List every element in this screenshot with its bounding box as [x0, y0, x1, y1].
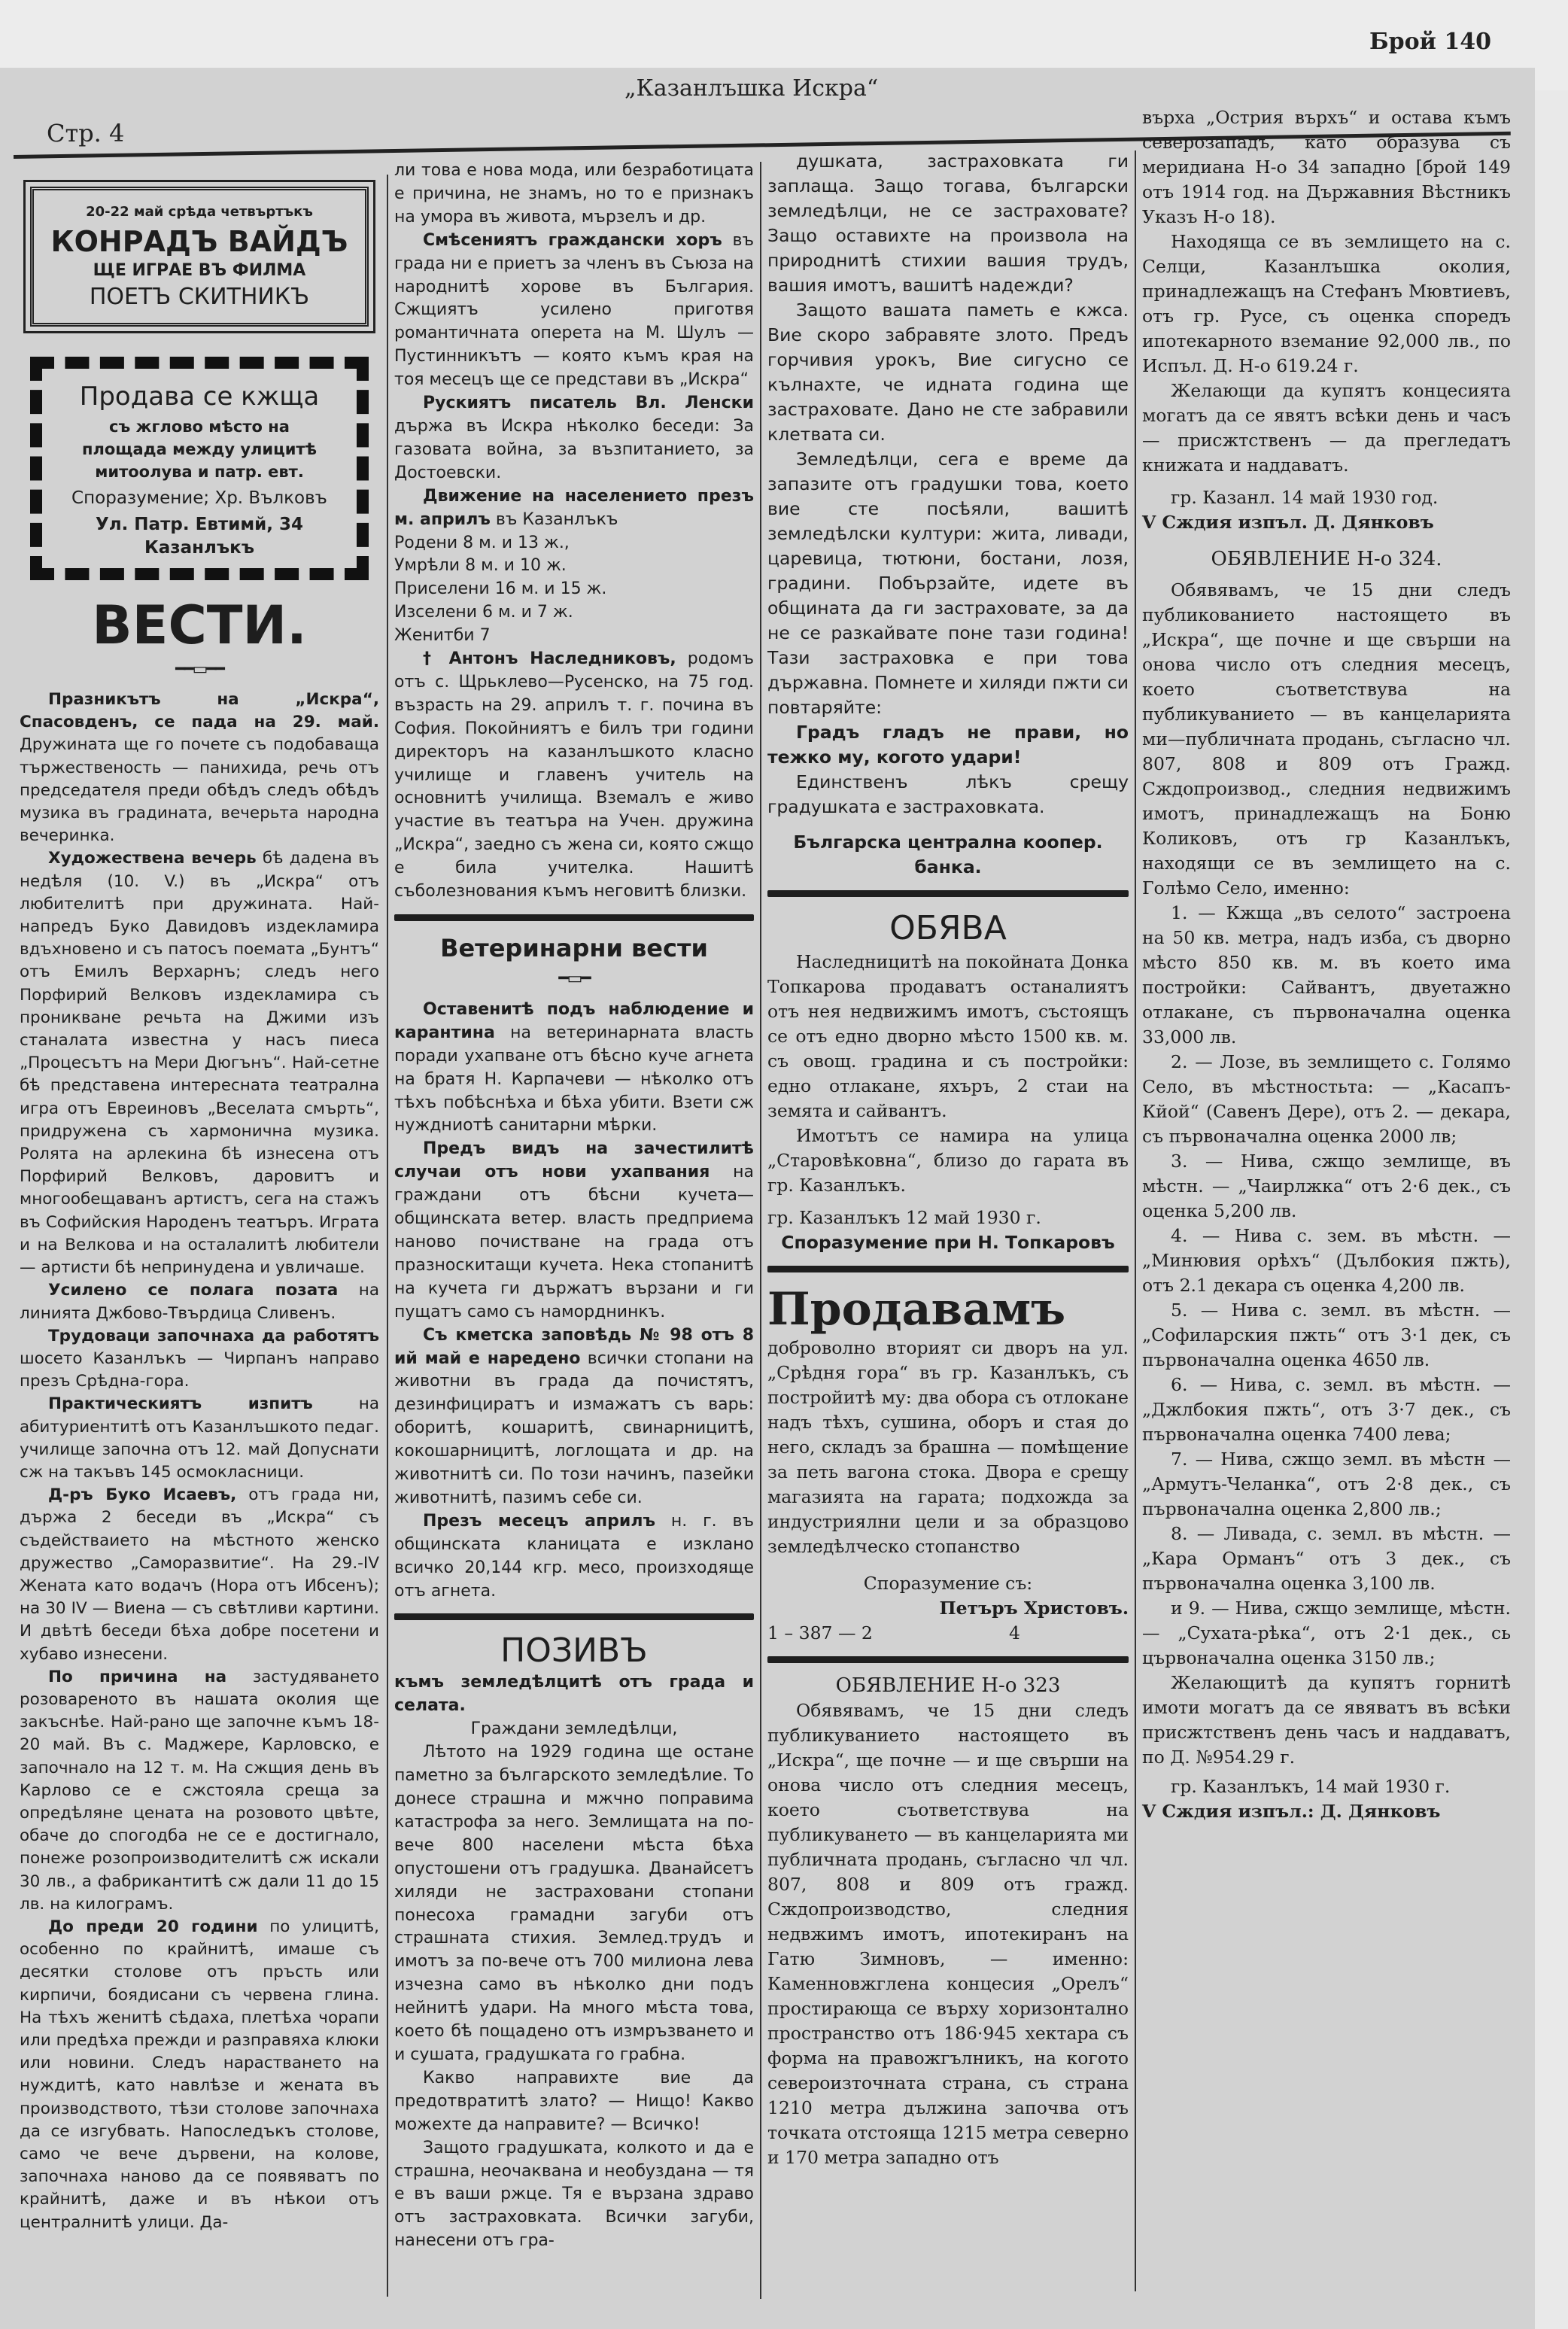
news-item-text: на линията Джбово-Твърдица Сливенъ. [20, 1281, 379, 1323]
vet-item-heading: Оставенитѣ подъ наблюдение и карантина [394, 999, 754, 1042]
news-item [20, 689, 379, 847]
news-item-text: държа въ Искра нѣколко беседи: За газовата война, за възпитанието, за Достоевски. [394, 416, 754, 482]
property-lot [1142, 1522, 1511, 1596]
appeal-title: ПОЗИВЪ [500, 1631, 648, 1671]
vet-item [394, 999, 754, 1138]
news-item-heading: По причина на [48, 1667, 227, 1686]
property-lot [1142, 1224, 1511, 1298]
population-stat: Женитби 7 [394, 626, 491, 646]
property-lot-text: и 9. — Нива, сжщо землище, мѣстн. — „Сухата-рѣка“, отъ 2·1 дек., сь цървоначална оценка 3150 лв.; [1142, 1598, 1511, 1668]
news-item-text: Дружината ще го почете съ подобаваща тържественость — панихида, речь отъ председателя преди обѣдъ следъ обѣдъ музика въ градината, вечерьта народна вечеринка. [20, 735, 379, 846]
appeal-paragraph-text: душката, застраховката ги заплаща. Защо тогава, български земледѣлци, не се застраховате? Защо оставихте на произвола на природнитѣ стихии вашия трудъ, вашия имотъ, вашитѣ надежди? [767, 151, 1129, 296]
news-item [20, 847, 379, 1279]
vet-item-text: на ветеринарната власть поради ухапване отъ бѣсно куче агнета на братя Н. Карпачеви — нѣколко отъ тѣхъ побѣснѣха и бѣха убити. Взети сж нуждниотѣ санитарни мѣрки. [394, 1023, 754, 1136]
film-advertisement [30, 187, 369, 327]
house-sale-line: площада между улицитѣ [81, 440, 318, 459]
vet-item-text: на граждани отъ бѣсни кучета—общинската ветер. власть предприема наново почистване на града отъ празноскитащи кучета. Нека стопанитѣ на кучета ги държатъ вързани и ги пущатъ само съ наморднинкъ. [394, 1163, 754, 1321]
property-lot [1142, 1447, 1511, 1522]
news-item [20, 1325, 379, 1394]
column-3 [767, 149, 1129, 2170]
vet-item-text: н. г. въ общинската кланицата е изклано всичко 20,144 кгр. месо, произходяще отъ агнета. [394, 1511, 754, 1601]
appeal-paragraph-text: Земледѣлци, сега е време да запазите отъ градушки това, което вие сте посѣяли, вашитѣ земледѣлски култури: жита, ливади, царевица, тютюни, бостани, лозя, градини. Побързайте, идете въ общината да ги застраховате, за да не се разкайвате поне тази година! Тази застраховка е при това държавна. Помнете и хиляди пжти си повтаряйте: [767, 448, 1129, 718]
declaration-323-location: Находяща се въ землището на с. Селци, Казанлъшка околия, принадлежащъ на Стефанъ Мювтиевъ, отъ гр. Русе, съ оценка споредъ ипотекарното вземание 92,000 лв., по Испъл. Д. Н-о 619.24 г. [1142, 231, 1511, 376]
property-lot-text: 5. — Нива с. земл. въ мѣстн. — „Софиларския пжть“ отъ 3·1 дек, съ първоначална оценка 4650 лв. [1142, 1300, 1511, 1370]
population-stat: Родени 8 м. и 13 ж., [394, 533, 570, 552]
news-item-heading: Смѣсениятъ граждански хоръ [423, 230, 722, 250]
news-item-heading: Трудоваци започнаха да работятъ [48, 1326, 379, 1345]
column-divider-2 [760, 162, 761, 2299]
appeal-signature: Българска централна коопер. банка. [793, 832, 1103, 877]
notice-title: ОБЯВА [889, 909, 1007, 947]
news-item [394, 485, 754, 532]
declaration-323-signature: V Сждия изпъл. Д. Дянковъ [1142, 512, 1434, 533]
declaration-323-date: гр. Казанл. 14 май 1930 год. [1171, 487, 1439, 508]
property-lot [1142, 1298, 1511, 1373]
property-lot [1142, 1373, 1511, 1447]
film-date: 20-22 май срѣда четвъртъкъ [86, 204, 313, 220]
declaration-324-title: ОБЯВЛЕНИЕ Н-о 324. [1211, 548, 1442, 570]
declaration-324-intro: Обявявамъ, че 15 дни следъ публикованието настоящето въ „Искра“, ще почне и ще свърши на онова число отъ следния месецъ, което съответствува на публикуванието — въ канцеларията ми—публичната продань, съгласно чл. 807, 808 и 809 отъ Гражд. Сждопроизвод., следния недвижимъ имотъ, принадлежащъ на Боню Коликовъ, отъ гр Казанлъкъ, находящи се въ землището на с. Голѣмо Село, именно: [1142, 579, 1511, 898]
sale-contact-name: Петъръ Христовъ. [939, 1598, 1129, 1619]
news-section-title: ВЕСТИ. [92, 594, 307, 656]
sale-number: 4 [1009, 1622, 1020, 1643]
newspaper-title: „Казанлъшка Искра“ [624, 75, 879, 102]
declaration-324-signature: V Сждия изпъл.: Д. Дянковъ [1142, 1801, 1441, 1822]
declaration-323-continued: върха „Острия върхъ“ и остава къмъ северозападъ, като образува съ меридиана Н-о 34 западно [брой 149 отъ 1914 год. на Държавния Вѣстникъ Указъ Н-о 18). [1142, 107, 1511, 227]
obituary [394, 648, 754, 904]
notice-paragraph-text: Имотътъ се намира на улица „Старовѣковна“, близо до гарата въ гр. Казанлъкъ. [767, 1125, 1129, 1196]
section-divider [767, 1266, 1129, 1272]
population-stat: Приселени 16 м. и 15 ж. [394, 579, 607, 599]
property-lot-text: 4. — Нива с. зем. въ мѣстн. — „Минювия орѣхъ“ (Дълбокия пжть), отъ 2.1 декара съ оценка 4,200 лв. [1142, 1225, 1511, 1296]
news-item [20, 1279, 379, 1324]
news-item-heading: Художествена вечерь [48, 849, 257, 868]
house-sale-contact: Споразумение; Хр. Вълковъ [71, 488, 327, 509]
notice-paragraph-text: Наследницитѣ на покойната Донка Топкарова продаватъ останалиятъ отъ нея недвижимъ имотъ, състоящъ се отъ едно дворно мѣсто 1500 кв. м. съ овощ. градина и съ постройки: едно отлакане, яхъръ, 2 стаи на земята и сайвантъ. [767, 951, 1129, 1121]
news-item-heading: Рускиятъ писатель Вл. Ленски [423, 394, 754, 413]
notice-paragraph [767, 1123, 1129, 1198]
declaration-323-buyers: Желающи да купятъ концесията могатъ да се явятъ всѣки день и часъ — присжтственъ — да прегледатъ книжата и наддаватъ. [1142, 380, 1511, 476]
appeal-paragraph-text: Какво направихте вие да предотвратитѣ злато? — Нищо! Какво можехте да направите? — Всичко! [394, 2068, 754, 2134]
population-stat: Умрѣли 8 м. и 10 ж. [394, 556, 567, 576]
appeal-paragraph [767, 149, 1129, 298]
population-stat: Изселени 6 м. и 7 ж. [394, 603, 573, 622]
appeal-paragraph-text: Защото градушката, колкото и да е страшна, неочаквана и необуздана — тя е въ ваши ржце. Тя е вързана здраво отъ застраховката. Всички загуби, нанесени отъ гра- [394, 2138, 754, 2251]
film-title: ПОЕТЪ СКИТНИКЪ [89, 284, 310, 311]
news-item [20, 1666, 379, 1916]
news-item [20, 1484, 379, 1666]
appeal-paragraph-text: Защото вашата паметь е кжса. Вие скоро забравяте злото. Предъ горчивия урокъ, Вие сигусно се кълнахте, че идната година ще застраховате. Дано не сте забравили клетвата си. [767, 299, 1129, 445]
film-actor: КОНРАДЪ ВАЙДЪ [50, 225, 348, 259]
sale-codes [767, 1621, 1020, 1646]
property-lot-text: 8. — Ливада, с. земл. въ мѣстн. — „Кара Орманъ“ отъ 3 дек., съ първоначална оценка 3,100 лв. [1142, 1523, 1511, 1594]
vet-item [394, 1324, 754, 1510]
news-item-text: бѣ дадена въ недѣля (10. V.) въ „Искра“ отъ любителитѣ при дружината. Най-напредъ Буко Давидовъ издекламира вдъхновено и съ патосъ поемата „Бунтъ“ отъ Емилъ Верхарнъ; следъ него Порфирий Велковъ издекламира съ проникване речьта на Джими изъ станалата известна у насъ пиеса „Процесътъ на Мери Дюгънъ“. Най-сетне бѣ представена интересната театрална игра отъ Евреиновъ „Веселата смърть“, придружена съ хармонична музика. Ролята на арлекина бѣ изнесена отъ Порфирий Велковъ, даровитъ и многообещаванъ артистъ, сега на стажъ въ Софийския Народенъ театъръ. Играта и на Велкова и на осталалитѣ любители — артисти бѣ непринудена и увличаше. [20, 849, 379, 1278]
sale-big-word: Продавамъ [767, 1283, 1066, 1336]
property-lot-text: 6. — Нива, с. земл. въ мѣстн. — „Джлбокия пжть“, отъ 3·7 дек., съ първоначална оценка 7400 лева; [1142, 1374, 1511, 1445]
ornament-divider: ━▭━ [558, 969, 590, 988]
news-item-heading: Празникътъ на „Искра“, Спасовденъ, се пада на 29. май. [20, 690, 379, 732]
sale-text: доброволно вторият си дворъ на ул. „Срѣдня гора“ въ гр. Казанлъкъ, съ постройитѣ му: два обора съ отлокане надъ тѣхъ, сушина, оборъ и стая до него, складъ за брашна — помѣщение за петь вагона стока. Двора е срещу магазията на гарата; подхожда за индустриялни цели и за образцово земледѣлческо стопанство [767, 1337, 1129, 1557]
appeal-paragraph-text: Лѣтото на 1929 година ще остане паметно за българското земледѣлие. То донесе страшна и мжчно поправима катастрофа за него. Землищата на по-вече 800 населени мѣста бѣха опустошени отъ градушка. Дванайсетъ хиляди не застраховани стопани понесоха грамадни загуби отъ страшната стихия. Землед.трудъ и имотъ за по-вече отъ 700 милиона лева изчезна само въ нѣколко дни подъ нейнитѣ удари. На много мѣста това, което бѣ пощадено отъ измръзването и и сушата, градушката го грабна. [394, 1743, 754, 2064]
house-sale-address: Ул. Патр. Евтимй, 34 Казанлъкъ [95, 515, 303, 558]
section-divider [394, 1613, 754, 1620]
sale-contact-label: Споразумение съ: [863, 1573, 1033, 1594]
declaration-323-text: Обявявамъ, че 15 дни следъ публикуванието настоящето въ „Искра“, ще почне — и ще свърши на онова число отъ следния месецъ, което съответствува на публикуването — въ канцеларията ми публичната продань, съгласно чл чл. 807, 808 и 809 отъ гражд. Сждопроизводство, следния недвжимъ имотъ, ипотекиранъ на Гатю Зимновъ, — именно: Каменновжглена концесия „Орелъ“ простирающа се върху хоризонтално пространство отъ 186·945 хектара съ форма на правожгълникъ, на когото североизточната страна, съ страна 1210 метра дължина започва отъ точката отстояща 1215 метра северно и 170 метра западно отъ [767, 1700, 1129, 2168]
appeal-paragraph [767, 298, 1129, 447]
news-item [394, 230, 754, 392]
section-divider [767, 890, 1129, 897]
section-divider [767, 1656, 1129, 1663]
appeal-end: Единственъ лѣкъ срещу градушката е застраховката. [767, 771, 1129, 817]
appeal-motto: Градъ гладъ не прави, но тежко му, когото удари! [767, 722, 1129, 768]
appeal-paragraph [394, 2067, 754, 2137]
property-lot [1142, 1149, 1511, 1224]
vet-item [394, 1510, 754, 1604]
news-item-text: въ града ни е приетъ за членъ въ Съюза на народнитѣ хорове въ България. Сжщиятъ усилено приготвя романтичната оперета на М. Шулъ — Пустинникътъ — която къмъ края на тоя месецъ ще се представи въ „Искра“ [394, 230, 754, 390]
news-item-text: въ Казанлъкъ [490, 509, 618, 529]
news-item-heading: Д-ръ Буко Исаевъ, [48, 1485, 237, 1505]
appeal-paragraph [767, 447, 1129, 720]
news-item-heading: До преди 20 години [48, 1917, 258, 1936]
house-sale-line: митоолува и патр. евт. [95, 463, 304, 482]
property-lot [1142, 1050, 1511, 1149]
column-1 [20, 175, 379, 2234]
house-sale-advertisement [30, 357, 369, 579]
news-item-text: шосето Казанлъкъ — Чирпанъ направо презъ Срѣдна-гора. [20, 1348, 379, 1391]
appeal-subtitle: къмъ земледѣлцитѣ отъ града и селата. [394, 1673, 754, 1716]
column-4 [1142, 105, 1511, 1824]
news-item [394, 392, 754, 485]
vet-item-text: всички стопани на животни въ града да почистятъ, дезинфициратъ и измажатъ съ варь: оборитѣ, кошаритѣ, свинарницитѣ, кокошарницитѣ, логлощата и др. на животнитѣ си. По този начинъ, пазейки животнитѣ, пазимъ себе си. [394, 1348, 754, 1507]
appeal-paragraph [394, 1741, 754, 2067]
notice-paragraph [767, 950, 1129, 1123]
page-number: Стр. 4 [47, 119, 125, 147]
vet-item [394, 1138, 754, 1324]
news-item [20, 1393, 379, 1484]
vet-item-heading: Презъ месецъ априлъ [423, 1511, 655, 1531]
property-lot-text: 7. — Нива, сжщо земл. въ мѣстн — „Армутъ-Челанка“, отъ 2·8 дек., съ първоначална оценка 2,800 лв.; [1142, 1449, 1511, 1519]
house-sale-title: Продава се кжща [79, 382, 320, 412]
column-divider-1 [387, 175, 388, 2297]
news-item-heading: Практическиятъ изпитъ [48, 1394, 313, 1414]
property-lot [1142, 901, 1511, 1050]
appeal-greeting: Граждани земледѣлци, [470, 1719, 678, 1739]
news-item-text: отъ града ни, държа 2 беседи въ „Искра“ съ съдействаието на мѣстното женско дружество „Саморазвитие“. На 29.-IV Жената като водачъ (Нора отъ Ибсенъ); на 30 IV — Виена — съ свѣтливи картини. И двѣтѣ беседи бѣха добре посетени и хубаво изнесени. [20, 1485, 379, 1664]
news-item [20, 1916, 379, 2234]
notice-date: гр. Казанлъкъ 12 май 1930 г. [767, 1207, 1041, 1228]
obituary-name: † Антонъ Наследниковъ, [423, 649, 676, 669]
news-item-heading: Движение на населението презъ м. априлъ [394, 486, 754, 529]
property-lot-text: 3. — Нива, сжщо землище, въ мѣстн. — „Чаирлжка“ отъ 2·6 дек., съ оценка 5,200 лв. [1142, 1151, 1511, 1221]
film-line: ЩЕ ИГРАЕ ВЪ ФИЛМА [93, 261, 306, 281]
property-lot [1142, 1596, 1511, 1671]
notice-signature: Споразумение при Н. Топкаровъ [781, 1232, 1115, 1253]
section-divider [394, 914, 754, 921]
column-divider-3 [1135, 151, 1136, 2291]
news-item-text: застудяването розовареното въ нашата околия ще закъснѣе. Най-рано ще започне къмъ 18-20 май. Въ с. Маджере, Карловско, е започнало на 12 т. м. На сжщия день въ Карлово се е сжстояла среща за опредѣляне цената на розовото цвѣте, обаче до спогодба не се е достигнало, понеже розопроизводителитѣ сж искали 30 лв., а фабрикантитѣ сж дали 11 до 15 лв. на килограмъ. [20, 1667, 379, 1914]
property-lot-text: 1. — Кжща „въ селото“ застроена на 50 кв. метра, надъ изба, съ дворно мѣсто 850 кв. м. въ което има постройки: Сайвантъ, двуетажно отлакане, съ първоначална оценка 33,000 лв. [1142, 902, 1511, 1047]
vet-news-title: Ветеринарни вести [440, 934, 708, 962]
declaration-323-title: ОБЯВЛЕНИЕ Н-о 323 [835, 1674, 1061, 1697]
issue-number: Брой 140 [1369, 29, 1491, 55]
declaration-324-closing: Желающитѣ да купятъ горнитѣ имоти могатъ да се явяватъ въ всѣки присжтственъ день часъ и наддаватъ, по Д. №954.29 г. [1142, 1672, 1511, 1768]
appeal-paragraph [394, 2137, 754, 2254]
house-sale-line: съ жглово мѣсто на [109, 418, 290, 436]
news-item-heading: Усилено се полага позата [48, 1281, 339, 1300]
obituary-text: родомъ отъ с. Щрьклево—Русенско, на 75 год. възрасть на 29. априлъ т. г. почина въ София. Покойниятъ е билъ три години директоръ на казанлъшкото класно училище и главенъ учитель на основнитѣ училища. Вземалъ е живо участие въ театъра на Учен. дружина „Искра“, заедно съ жена си, която сжщо е била учителка. Нашитѣ съболезнования къмъ неговитѣ близки. [394, 649, 755, 901]
column-2 [394, 160, 754, 2253]
sale-advertisement [767, 1283, 1129, 1559]
vet-item-heading: Предъ видъ на зачестилитѣ случаи отъ нови ухапвания [394, 1139, 754, 1182]
sale-code: 1 – 387 — 2 [767, 1622, 873, 1643]
news-item-text: по улицитѣ, особенно по крайнитѣ, имаше съ десятки столове отъ пръсть или кирпичи, боядисани съ червена глина. На тѣхъ женитѣ сѣдаха, плетѣха чорапи или предѣха прежди и разправяха клюки или новини. Следъ нарастването на нуждитѣ, като навлѣзе и жената въ производството, тѣзи столове започнаха да се изгубвать. Напоследъкъ столове, само че вече дървени, на колове, започнаха наново да се появяватъ по крайнитѣ, даже и въ нѣкои отъ централнитѣ улици. Да- [20, 1917, 380, 2232]
news-item-text: на абитуриентитѣ отъ Казанлъшкото педаг. училище започна отъ 12. май Допуснати сж на такъвъ 145 осмокласници. [20, 1394, 379, 1482]
vet-item-heading: Съ кметска заповѣдь № 98 отъ 8 ий май е наредено [394, 1325, 754, 1368]
continued-text: ли това е нова мода, или безработицата е причина, не знамъ, но то е признакъ на умора въ живота, мързелъ и др. [394, 161, 754, 227]
property-lot-text: 2. — Лозе, въ землището с. Голямо Село, въ мѣстностьта: — „Касапъ-Кйой“ (Савенъ Дере), отъ 2. — декара, съ първоначална оценка 2000 лв; [1142, 1051, 1511, 1147]
ornament-divider: ━━▭━━ [175, 659, 223, 679]
declaration-324-date: гр. Казанлъкъ, 14 май 1930 г. [1171, 1776, 1451, 1797]
